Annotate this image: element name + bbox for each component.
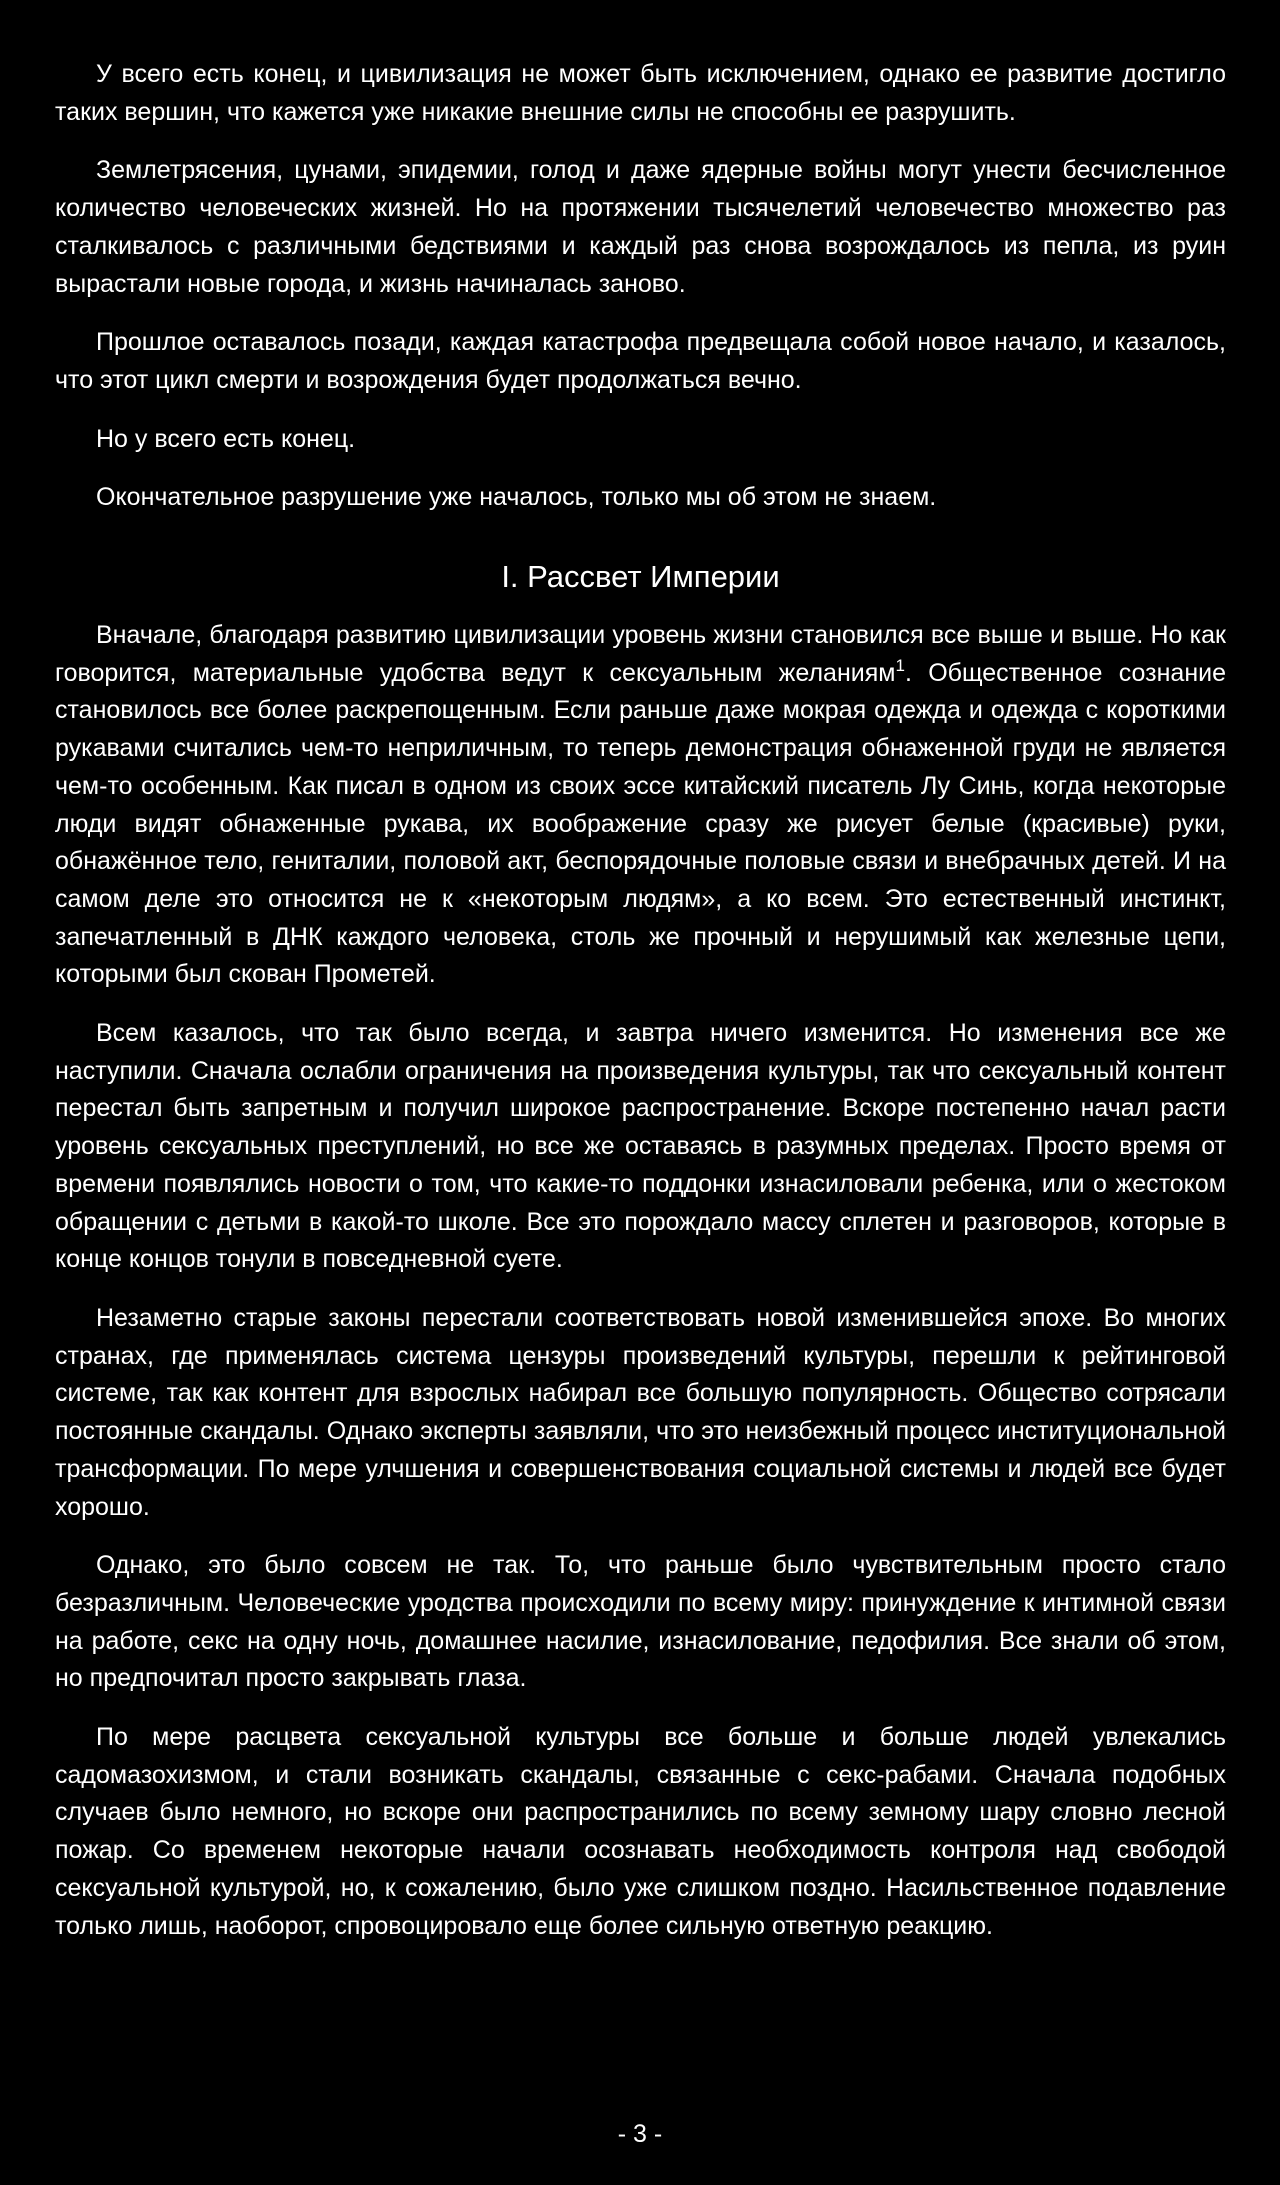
chapter-paragraph-1-text-before-footnote: Вначале, благодаря развитию цивилизации уровень жизни становился все выше и выше. Но как говорится, материальные удобства ведут к сексуальным желаниям xyxy=(55,621,1226,687)
chapter-paragraph-2: Всем казалось, что так было всегда, и завтра ничего изменится. Но изменения все же наступили. Сначала ослабли ограничения на произведения культуры, так что сексуальный контент перестал быть запретным и получил широкое распространение. Вскоре постепенно начал расти уровень сексуальных преступлений, но все же оставаясь в разумных пределах. Просто время от времени появлялись новости о том, что какие-то поддонки изнасиловали ребенка, или о жестоком обращении с детьми в какой-то школе. Все это порождало массу сплетен и разговоров, которые в конце концов тонули в повседневной суете. xyxy=(55,1019,1226,1274)
chapter-paragraph-1 xyxy=(55,617,1226,994)
intro-paragraph-4: Но у всего есть конец. xyxy=(96,424,356,453)
chapter-paragraph-3: Незаметно старые законы перестали соответствовать новой изменившейся эпохе. Во многих странах, где применялась система цензуры произведений культуры, перешли к рейтинговой системе, так как контент для взрослых набирал все большую популярность. Общество сотрясали постоянные скандалы. Однако эксперты заявляли, что это неизбежный процесс институциональной трансформации. По мере улчшения и совершенствования социальной системы и людей все будет хорошо. xyxy=(55,1303,1226,1521)
intro-paragraph-2: Землетрясения, цунами, эпидемии, голод и даже ядерные войны могут унести бесчисленное количество человеческих жизней. Но на протяжении тысячелетий человечество множество раз сталкивалось с различными бедствиями и каждый раз снова возрождалось из пепла, из руин вырастали новые города, и жизнь начиналась заново. xyxy=(55,156,1226,298)
chapter-paragraph-4: Однако, это было совсем не так. То, что раньше было чувствительным просто стало безразличным. Человеческие уродства происходили по всему миру: принуждение к интимной связи на работе, секс на одну ночь, домашнее насилие, изнасилование, педофилия. Все знали об этом, но предпочитал просто закрывать глаза. xyxy=(55,1551,1226,1693)
footnote-mark[interactable]: 1 xyxy=(895,655,905,675)
intro-paragraph-5: Окончательное разрушение уже началось, только мы об этом не знаем. xyxy=(96,483,937,512)
intro-paragraph-1: У всего есть конец, и цивилизация не может быть исключением, однако ее развитие достигло таких вершин, что кажется уже никакие внешние силы не способны ее разрушить. xyxy=(55,60,1226,126)
chapter-paragraph-5: По мере расцвета сексуальной культуры все больше и больше людей увлекались садомазохизмом, и стали возникать скандалы, связанные с секс-рабами. Сначала подобных случаев было немного, но вскоре они распространились по всему земному шару словно лесной пожар. Со временем некоторые начали осознавать необходимость контроля над свободой сексуальной культурой, но, к сожалению, было уже слишком поздно. Насильственное подавление только лишь, наоборот, спровоцировало еще более сильную ответную реакцию. xyxy=(55,1723,1226,1940)
intro-paragraph-3: Прошлое оставалось позади, каждая катастрофа предвещала собой новое начало, и казалось, что этот цикл смерти и возрождения будет продолжаться вечно. xyxy=(55,328,1226,394)
chapter-title: I. Рассвет Империи xyxy=(501,559,780,595)
document-page xyxy=(55,56,1226,1966)
page-number: - 3 - xyxy=(617,2120,663,2148)
chapter-paragraph-1-text-after-footnote: . Общественное сознание становилось все более раскрепощенным. Если раньше даже мокрая одежда и одежда с короткими рукавами считались чем-то неприличным, то теперь демонстрация обнаженной груди не является чем-то особенным. Как писал в одном из своих эссе китайский писатель Лу Синь, когда некоторые люди видят обнаженные рукава, их воображение сразу же рисует белые (красивые) руки, обнажённое тело, гениталии, половой акт, беспорядочные половые связи и внебрачных детей. И на самом деле это относится не к «некоторым людям», а ко всем. Это естественный инстинкт, запечатленный в ДНК каждого человека, столь же прочный и нерушимый как железные цепи, которыми был скован Прометей. xyxy=(55,658,1226,989)
